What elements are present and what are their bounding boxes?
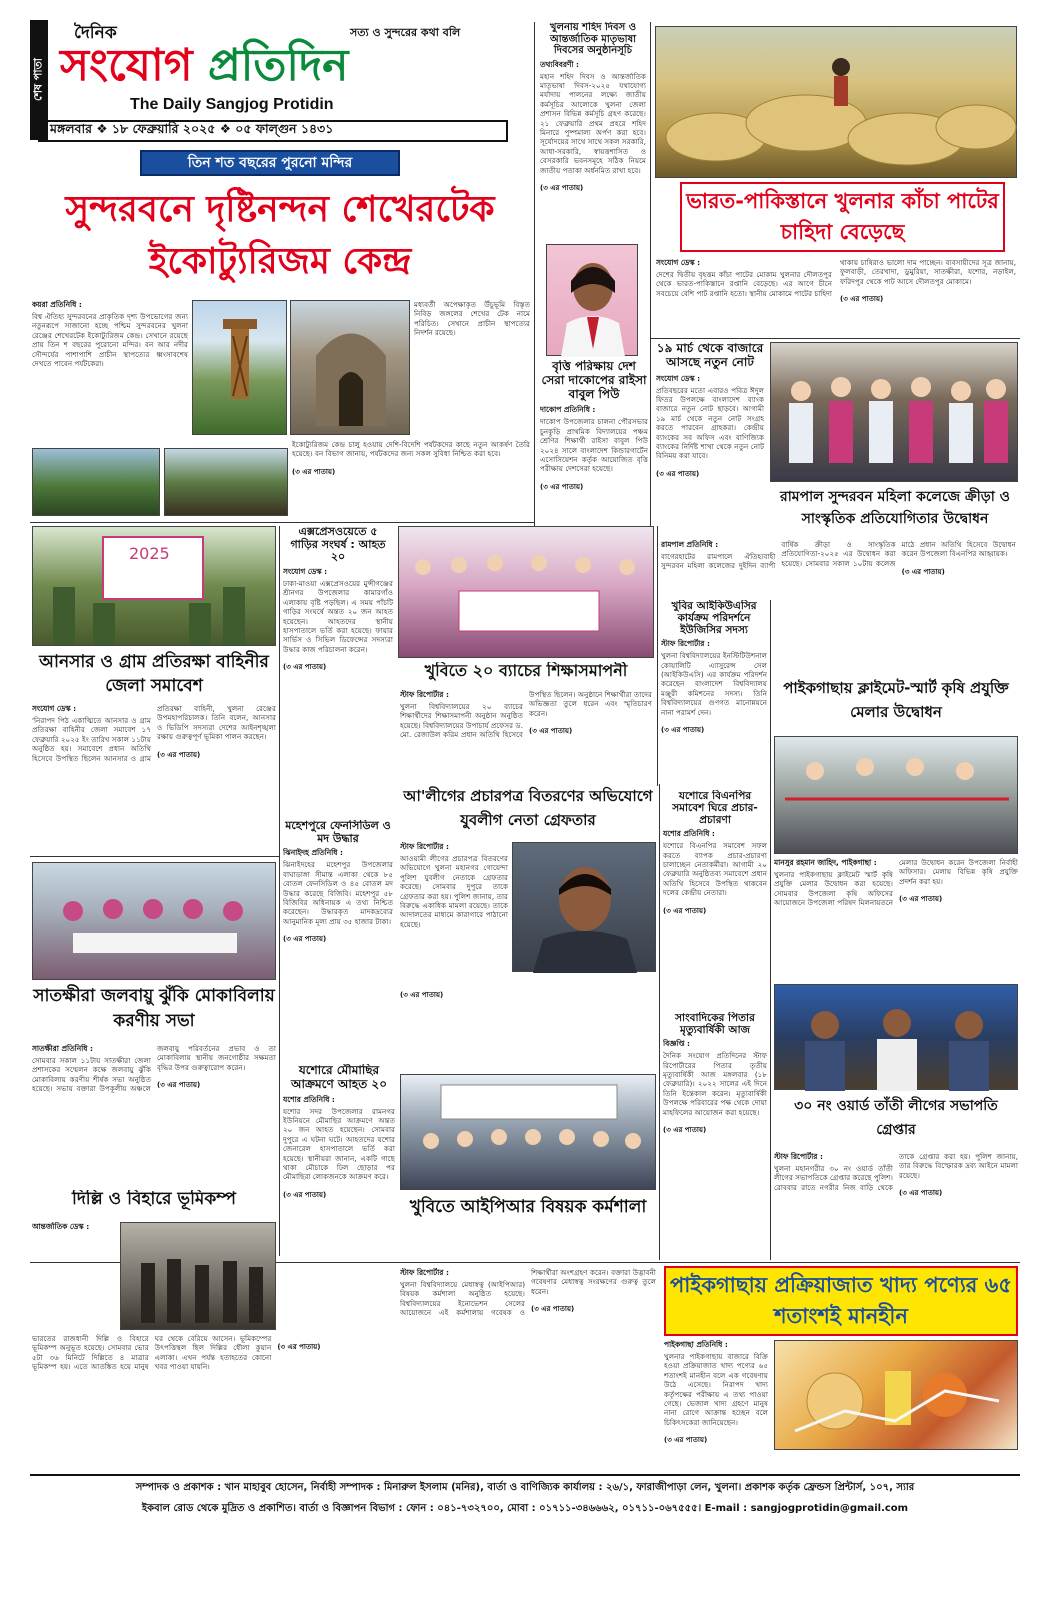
rampal-headline-box — [770, 486, 1020, 536]
father-continued: (৩ এর পাতায়) — [663, 1125, 707, 1134]
masthead-tagline: সত্য ও সুন্দরের কথা বলি — [350, 26, 461, 39]
rampal-article — [661, 540, 1016, 600]
temple-ruin-icon — [291, 301, 411, 436]
ansar-headline: আনসার ও গ্রাম প্রতিরক্ষা বাহিনীর জেলা সমাবেশ — [39, 652, 269, 696]
earthquake-body: ভারতের রাজধানী দিল্লি ও বিহারে ভূমিকম্প অনুভূত হয়েছে। সোমবার ভোর ৫টা ৩৬ মিনিটে দিল্লিতে ৪ মাত্রার ভূমিকম্প হয়। এতে আতঙ্কিত হয়ে মানুষ ঘর থেকে বেরিয়ে আসেন। ভূমিকম্পের উৎপত্তিস্থল ছিল দিল্লির ধৌলা কুয়ান এলাকা। এখন পর্যন্ত হতাহতের কোনো খবর পাওয়া যায়নি। — [32, 1334, 272, 1372]
father-article — [663, 1012, 767, 1262]
phensedyl-headline: মহেশপুরে ফেনসিডিল ও মদ উদ্ধার — [285, 820, 391, 845]
bees-byline: যশোর প্রতিনিধি : — [283, 1094, 335, 1104]
scholarship-headline: বৃত্তি পরিক্ষায় দেশ সেরা দাকোপের রাইসা বাবুল পিউ — [541, 360, 647, 401]
bnp-headline: যশোরে বিএনপির সমাবেশ ঘিরে প্রচার-প্রচারণা — [672, 790, 758, 827]
food-photo — [774, 1340, 1018, 1450]
ribbon-cutting-icon — [775, 737, 1019, 855]
name-part-1: সংযোগ — [60, 40, 193, 91]
ward30-byline: স্টাফ রিপোর্টার : — [774, 1152, 823, 1161]
workshop-group-icon — [401, 1075, 657, 1191]
crowd-street-icon — [121, 1223, 277, 1331]
lead-body-2: মধ্যবর্তী অপেক্ষাকৃত উঁচুভূমি বিস্তৃত নিবিড় জঙ্গলের শেখের টেক নামে পরিচিত। সেখানে প্রাচীন স্থাপত্যের নিদর্শন রয়েছে। — [414, 300, 530, 338]
food-continued: (৩ এর পাতায়) — [664, 1436, 708, 1445]
ward30-headline-box — [774, 1094, 1018, 1150]
martyrs-article — [540, 22, 646, 244]
lead-body-col3 — [292, 440, 530, 516]
earthquake-article — [32, 1334, 394, 1470]
watchtower-icon — [193, 301, 288, 436]
earthquake-headline-box — [32, 1190, 276, 1218]
student-photo — [546, 244, 638, 356]
martyrs-continued: (৩ এর পাতায়) — [540, 183, 584, 192]
ward30-headline: ৩০ নং ওয়ার্ড তাঁতী লীগের সভাপতি গ্রেপ্তার — [794, 1098, 998, 1138]
climate-article — [774, 858, 1018, 978]
bnp-article — [663, 790, 767, 1010]
ansar-ceremony-icon — [33, 527, 277, 647]
iqac-byline: স্টাফ রিপোর্টার : — [661, 639, 710, 649]
awami-article-bottom — [400, 982, 656, 1070]
food-article — [664, 1340, 768, 1470]
jute-headline: ভারত-পাকিস্তানে খুলনার কাঁচা পাটের চাহিদা বেড়েছে — [686, 189, 999, 244]
rampal-photo — [770, 342, 1018, 482]
satkhira-continued: (৩ এর পাতায়) — [157, 1081, 201, 1090]
climate-photo — [774, 736, 1018, 854]
climate-byline: মানসুর রহমান জাহিদ, পাইকগাছা : — [774, 858, 877, 867]
awami-continued: (৩ এর পাতায়) — [400, 991, 444, 999]
awami-headline: আ'লীগের প্রচারপত্র বিতরণের অভিযোগে যুবলীগ নেতা গ্রেফতার — [403, 787, 653, 829]
phensedyl-article — [283, 820, 393, 1060]
awami-accused-photo — [512, 842, 656, 972]
satkhira-byline: সাতক্ষীরা প্রতিনিধি : — [32, 1044, 93, 1053]
footer-line-2: ইকবাল রোড থেকে মুদ্রিত ও প্রকাশিত। বার্তা ও বিজ্ঞাপন বিভাগ : ফোন : ০৪১-৭৩২৭০০, মোবা : ০১৭১১-৩৪৬৬৬২, ০১৭১১-০৬৭৫৫৫। E-mail : sangjogprotidin@gmail.com — [141, 1503, 909, 1514]
ward30-continued: (৩ এর পাতায়) — [899, 1189, 943, 1198]
kubi20-headline: খুবিতে ২০ ব্যাচের শিক্ষাসমাপনী — [424, 662, 628, 680]
newspaper-name — [60, 38, 510, 94]
name-part-2: প্রতিদিন — [207, 40, 349, 91]
arrested-men-icon — [775, 985, 1019, 1091]
lead-body-1: বিশ্ব ঐতিহ্য সুন্দরবনের প্রাকৃতিক দৃশ্য উপভোগের জন্য নতুনরূপে সাজানো হচ্ছে পশ্চিম সুন্দরবনের খুলনা রেঞ্জের শেখেরটেক ইকোট্যুরিজম কেন্দ্র। সেখানে রয়েছে প্রায় তিন শ বছরের পুরোনো মন্দির। বন আর নদীর সৌন্দর্যের পাশাপাশি প্রাচীন স্থাপত্যের ধ্বংসাবশেষ দেখতে পাবেন পর্যটকেরা। — [32, 312, 188, 369]
side-tab: শেষ পাতা — [30, 20, 48, 140]
masthead — [30, 20, 510, 146]
ansar-byline: সংযোগ ডেস্ক : — [32, 704, 77, 713]
earthquake-byline: আন্তর্জাতিক ডেস্ক : — [32, 1222, 90, 1231]
bees-body: যশোর সদর উপজেলার রামনগর ইউনিয়নে মৌমাছির আক্রমণে অন্তত ২০ জন আহত হয়েছেন। সোমবার দুপুরে এ ঘটনা ঘটে। আহতদের যশোর জেনারেল হাসপাতালে ভর্তি করা হয়েছে। স্থানীয়রা জানান, একটি গাছে থাকা মৌচাকে ঢিল ছোড়ার পর মৌমাছিরা লোকজনকে আক্রমণ করে। — [283, 1106, 395, 1182]
earthquake-article-left — [32, 1222, 116, 1312]
phensedyl-continued: (৩ এর পাতায়) — [283, 935, 327, 944]
lead-photo-group-right — [164, 448, 288, 516]
notes-article — [656, 342, 764, 542]
ansar-article — [32, 704, 276, 852]
scholarship-byline: দাকোপ প্রতিনিধি : — [540, 405, 596, 415]
lead-continued: (৩ এর পাতায়) — [292, 467, 336, 476]
bnp-byline: যশোর প্রতিনিধি : — [663, 829, 715, 839]
satkhira-article — [32, 1044, 276, 1184]
father-body: দৈনিক সংযোগ প্রতিদিনের স্টাফ রিপোর্টারের পিতার তৃতীয় মৃত্যুবার্ষিকী আজ মঙ্গলবার (১৮ ফেব্রুয়ারি)। ২০২২ সালের এই দিনে তিনি ইন্তেকাল করেন। মৃত্যুবার্ষিকী উপলক্ষে পরিবারের পক্ষ থেকে দোয়া মাহফিলের আয়োজন করা হয়েছে। — [663, 1051, 767, 1117]
notes-body: প্রতিবছরের মতো এবারও পবিত্র ঈদুল ফিতর উপলক্ষে বাংলাদেশ ব্যাংক বাজারে নতুন নোট ছাড়বে। আগামী ১৯ মার্চ থেকে নতুন নোট সংগ্রহ করতে পারবেন গ্রাহকরা। কেন্দ্রীয় ব্যাংকের সব অফিস এবং বাণিজ্যিক ব্যাংকের নির্দিষ্ট শাখা থেকে নতুন নোট বিনিময় করা যাবে। — [656, 385, 764, 461]
rampal-body: বাগেরহাটের রামপালে ঐতিহ্যবাহী সুন্দরবন মহিলা কলেজের দুইদিন ব্যাপী বার্ষিক ক্রীড়া ও সাংস্কৃতিক প্রতিযোগিতা-২০২৫ এর উদ্বোধন করা হয়েছে। সোমবার সকাল ১০টায় কলেজ মাঠে প্রধান অতিথি হিসেবে উদ্বোধন করেন উপজেলা বিএনপির আহ্বায়ক। — [661, 540, 1016, 571]
express-continued: (৩ এর পাতায়) — [283, 663, 327, 672]
ansar-continued: (৩ এর পাতায়) — [157, 750, 201, 759]
ansar-headline-box — [32, 650, 276, 702]
scholarship-continued: (৩ এর পাতায়) — [540, 482, 584, 491]
express-byline: সংযোগ ডেস্ক : — [283, 566, 328, 576]
awami-article-top — [400, 842, 508, 982]
express-body: ঢাকা-মাওয়া এক্সপ্রেসওয়ের মুন্সীগঞ্জের শ্রীনগর উপজেলার কামারগাঁও এলাকায় বৃষ্টি পড়ছিল। এ সময় পাঁচটি গাড়ির সংঘর্ষে অন্তত ২০ জন আহত হয়েছেন। আহতদের স্থানীয় হাসপাতালে ভর্তি করা হয়েছে। ফায়ার সার্ভিস ও সিভিল ডিফেন্সের সদস্যরা উদ্ধার কাজ পরিচালনা করেন। — [283, 578, 393, 654]
father-headline: সাংবাদিকের পিতার মৃত্যুবার্ষিকী আজ — [675, 1012, 755, 1037]
lead-photo-temple — [290, 300, 410, 435]
kubi20-byline: স্টাফ রিপোর্টার : — [400, 690, 449, 699]
climate-headline-box — [774, 676, 1018, 732]
ipr-byline: স্টাফ রিপোর্টার : — [400, 1268, 449, 1277]
svg-text:2025: 2025 — [129, 544, 170, 563]
footer-line-1: সম্পাদক ও প্রকাশক : খান মাহাবুব হোসেন, নির্বাহী সম্পাদক : মিনারুল ইসলাম (মনির), বার্তা ও বাণিজ্যিক কার্যালয় : ২৬/১, ফারাজীপাড়া লেন, খুলনা। প্রকাশক কর্তৃক ফ্রেন্ডস প্রিন্টার্স, ১০৭, স্যার — [135, 1482, 915, 1493]
student-portrait-icon — [547, 245, 639, 357]
martyrs-headline: খুলনায় শহিদ দিবস ও আন্তর্জাতিক মাতৃভাষা দিবসের অনুষ্ঠানসূচি — [549, 22, 637, 56]
lead-body-col1 — [32, 300, 188, 445]
notes-continued: (৩ এর পাতায়) — [656, 469, 700, 478]
masthead-small-title: দৈনিক — [74, 23, 117, 43]
scholarship-body: দাকোপ উপজেলার চালনা পৌরসভার চুনকুড়ি প্রাথমিক বিদ্যালয়ের পঞ্চম শ্রেণির শিক্ষার্থী রাইসা বাবুল পিউ ২০২৪ সালে বাংলাদেশ কিন্ডারগার্টেন এসোসিয়েশন কর্তৃক আয়োজিত বৃত্তি পরীক্ষায় দেশসেরা হয়েছে। — [540, 417, 648, 474]
satkhira-headline-box — [32, 984, 276, 1040]
lead-headline-text: সুন্দরবনে দৃষ্টিনন্দন শেখেরটেক ইকোট্যুরিজম কেন্দ্র — [65, 189, 495, 282]
iqac-body: খুলনা বিশ্ববিদ্যালয়ের ইনস্টিটিউশনাল কোয়ালিটি এ্যাসুরেন্স সেল (আইকিউএসি) এর কার্যক্রম পরিদর্শন করেছেন বাংলাদেশ বিশ্ববিদ্যালয় মঞ্জুরী কমিশনের সদস্য। তিনি বিশ্ববিদ্যালয়ের গুণগত মানোন্নয়নে নানা পরামর্শ দেন। — [661, 651, 767, 717]
kubi20-continued: (৩ এর পাতায়) — [529, 727, 573, 736]
jute-photo — [655, 26, 1017, 178]
lead-kicker — [140, 150, 400, 176]
ipr-headline: খুবিতে আইপিআর বিষয়ক কর্মশালা — [409, 1197, 647, 1217]
iqac-continued: (৩ এর পাতায়) — [661, 726, 705, 735]
express-article — [283, 526, 393, 816]
martyrs-byline: তথ্যবিবরণী : — [540, 59, 579, 69]
ipr-headline-box — [400, 1194, 656, 1252]
rampal-headline: রামপাল সুন্দরবন মহিলা কলেজে ক্রীড়া ও সাংস্কৃতিক প্রতিযোগিতার উদ্বোধন — [780, 489, 1010, 527]
phensedyl-byline: ঝিনাইদহ প্রতিনিধি : — [283, 848, 343, 858]
ansar-photo — [32, 526, 276, 646]
rampal-continued: (৩ এর পাতায়) — [901, 567, 945, 576]
martyrs-body: মহান শহিদ দিবস ও আন্তর্জাতিক মাতৃভাষা দিবস-২০২৫ যথাযোগ্য মর্যাদায় পালনের লক্ষ্যে জাতীয় কর্মসূচির আলোকে খুলনা জেলা প্রশাসন বিভিন্ন কর্মসূচি গ্রহণ করেছে। ২১ ফেব্রুয়ারি প্রথম প্রহরে শহিদ মিনারে পুষ্পমাল্য অর্পণ করা হবে। সূর্যোদয়ের সাথে সাথে সকল সরকারি, আধা-সরকারি, স্বায়ত্তশাসিত ও বেসরকারি ভবনসমূহে সঠিক নিয়মে জাতীয় পতাকা অর্ধনমিত রাখা হবে। — [540, 71, 646, 175]
earthquake-photo — [120, 1222, 276, 1330]
ward30-article — [774, 1152, 1018, 1258]
food-headline-box — [664, 1266, 1018, 1336]
awami-body: আওয়ামী লীগের প্রচারপত্র বিতরণের অভিযোগে খুলনা মহানগর গোয়েন্দা পুলিশ যুবলীগ নেতাকে গ্রেফতার করেছে। সোমবার দুপুরে তাকে গ্রেফতার করা হয়। পুলিশ জানায়, তার বিরুদ্ধে একাধিক মামলা রয়েছে। তাকে আদালতের মাধ্যমে কারাগারে পাঠানো হয়েছে। — [400, 854, 508, 929]
phensedyl-body: ঝিনাইদহের মহেশপুর উপজেলার বাঘাডাঙ্গা সীমান্ত এলাকা থেকে ৮৫ বোতল ফেনসিডিল ও ৪৫ বোতল মদ উদ্ধার করেছে বিজিবি। মহেশপুর ৫৮ বিজিবির অধিনায়ক এ তথ্য নিশ্চিত করেছেন। উদ্ধারকৃত মাদকদ্রব্যের আনুমানিক মূল্য প্রায় ৩৫ হাজার টাকা। — [283, 860, 393, 926]
lead-photo-tower — [192, 300, 287, 435]
ward30-body: খুলনা মহানগরীর ৩০ নং ওয়ার্ড তাঁতী লীগের সভাপতিকে গ্রেপ্তার করেছে পুলিশ। রোববার রাতে নগরীর নিজ বাড়ি থেকে তাকে গ্রেপ্তার করা হয়। পুলিশ জানায়, তার বিরুদ্ধে বিস্ফোরক দ্রব্য আইনে মামলা রয়েছে। — [774, 1152, 1018, 1192]
ward30-photo — [774, 984, 1018, 1090]
kubi20-photo — [398, 526, 654, 658]
lead-kicker-text: তিন শত বছরের পুরনো মন্দির — [187, 155, 353, 171]
bnp-continued: (৩ এর পাতায়) — [663, 906, 707, 915]
food-byline: পাইকগাছা প্রতিনিধি : — [664, 1340, 728, 1349]
lead-byline: কয়রা প্রতিনিধি : — [32, 300, 82, 309]
food-headline: পাইকগাছায় প্রক্রিয়াজাত খাদ্য পণ্যের ৬৫ শতাংশই মানহীন — [670, 1273, 1012, 1328]
awami-headline-box — [398, 784, 658, 840]
bees-headline: যশোরে মৌমাছির আক্রমণে আহত ২০ — [290, 1064, 388, 1091]
earthquake-continued: (৩ এর পাতায়) — [277, 1343, 321, 1351]
lead-headline — [30, 184, 530, 294]
satkhira-headline: সাতক্ষীরা জলবায়ু ঝুঁকি মোকাবিলায় করণীয় সভা — [33, 986, 275, 1031]
meeting-participants-icon — [33, 863, 277, 981]
climate-continued: (৩ এর পাতায়) — [899, 895, 943, 904]
kubi20-body: খুলনা বিশ্ববিদ্যালয়ের ২০ ব্যাচের শিক্ষার্থীদের শিক্ষাসমাপনী অনুষ্ঠান অনুষ্ঠিত হয়েছে। বিশ্ববিদ্যালয়ের উপাচার্য প্রফেসর ড. মো. রেজাউল করিম প্রধান অতিথি হিসেবে উপস্থিত ছিলেন। অনুষ্ঠানে শিক্ষার্থীরা তাদের অভিজ্ঞতা তুলে ধরেন এবং স্মৃতিচারণ করেন। — [400, 690, 652, 740]
jute-continued: (৩ এর পাতায়) — [840, 295, 884, 304]
man-portrait-icon — [513, 843, 657, 973]
bees-continued: (৩ এর পাতায়) — [283, 1190, 327, 1199]
lead-body-3: ইকোট্যুরিজম কেন্দ্র চালু হওয়ায় দেশি-বিদেশি পর্যটকদের কাছে নতুন আকর্ষণ তৈরি হয়েছে। বন বিভাগ জানায়, পর্যটকদের জন্য সকল সুবিধা নিশ্চিত করা হবে। — [292, 440, 530, 459]
earthquake-headline: দিল্লি ও বিহারে ভূমিকম্প — [72, 1190, 236, 1209]
ipr-photo — [400, 1074, 656, 1190]
ansar-body: 'নিরাপদ পিঠ একাত্মিতে আনসার ও গ্রাম প্রতিরক্ষা বাহিনীর জেলা সমাবেশ ১৭ ফেব্রুয়ারি ২০২৫ ইং তারিখ সকাল ১১টায় অনুষ্ঠিত হয়। সমাবেশে প্রধান অতিথি হিসেবে উপস্থিত ছিলেন আনসার ও গ্রাম প্রতিরক্ষা বাহিনী, খুলনা রেঞ্জের উপমহাপরিচালক। তিনি বলেন, আনসার ও ভিডিপি সদস্যরা দেশের আইনশৃঙ্খলা রক্ষায় গুরুত্বপূর্ণ ভূমিকা পালন করছেন। — [32, 704, 276, 763]
scholarship-article — [540, 360, 648, 540]
bnp-body: যশোরে বিএনপির সমাবেশ সফল করতে ব্যাপক প্রচার-প্রচারণা চালাচ্ছেন নেতাকর্মীরা। আগামী ২০ ফেব্রুয়ারি অনুষ্ঠিতব্য সমাবেশে প্রধান অতিথি হিসেবে উপস্থিত থাকবেন দলের কেন্দ্রীয় নেতারা। — [663, 841, 767, 898]
father-byline: বিজ্ঞপ্তি : — [663, 1039, 691, 1049]
ipr-body: খুলনা বিশ্ববিদ্যালয়ে মেধাস্বত্ব (আইপিআর) বিষয়ক কর্মশালা অনুষ্ঠিত হয়েছে। বিশ্ববিদ্যালয়ের ইনোভেশন সেলের আয়োজনে এই কর্মশালায় গবেষক ও শিক্ষার্থীরা অংশগ্রহণ করেন। বক্তারা উদ্ভাবনী গবেষণার মেধাস্বত্ব সংরক্ষণের গুরুত্ব তুলে ধরেন। — [400, 1268, 656, 1318]
climate-body: খুলনার পাইকগাছায় ক্লাইমেট স্মার্ট কৃষি প্রযুক্তি মেলার উদ্বোধন করা হয়েছে। সোমবার উপজেলা কৃষি অফিসের আয়োজনে উপজেলা পরিষদ মিলনায়তনে মেলার উদ্বোধন করেন উপজেলা নির্বাহী অফিসার। মেলায় বিভিন্ন কৃষি প্রযুক্তি প্রদর্শন করা হয়। — [774, 858, 1018, 908]
lead-photo-group-left — [32, 448, 160, 516]
satkhira-body: সোমবার সকাল ১১টায় সাতক্ষীরা জেলা প্রশাসকের সম্মেলন কক্ষে জলবায়ু ঝুঁকি মোকাবিলায় করণীয় শীর্ষক সভা অনুষ্ঠিত হয়েছে। সভায় বক্তারা উপকূলীয় অঞ্চলে জলবায়ু পরিবর্তনের প্রভাব ও তা মোকাবিলায় স্থানীয় জনগোষ্ঠীর সক্ষমতা বৃদ্ধির উপর গুরুত্বারোপ করেন। — [32, 1044, 276, 1094]
jute-article — [656, 258, 1016, 338]
notes-byline: সংযোগ ডেস্ক : — [656, 373, 701, 383]
climate-headline: পাইকগাছায় ক্লাইমেট-স্মার্ট কৃষি প্রযুক্তি মেলার উদ্বোধন — [783, 679, 1009, 721]
notes-headline: ১৯ মার্চ থেকে বাজারে আসছে নতুন নোট — [656, 342, 764, 369]
english-name: The Daily Sangjog Protidin — [130, 96, 334, 113]
jute-headline-box — [680, 182, 1005, 252]
jute-body: দেশের দ্বিতীয় বৃহত্তম কাঁচা পাটের মোকাম খুলনার দৌলতপুর থেকে ভারত-পাকিস্তানে রপ্তানি বেড়েছে। এর আগে চীনে সবচেয়ে বেশি পাট রপ্তানি হতো। স্থানীয় মোকামে পাটের চাহিদা থাকায় চাষিরাও ভালো দাম পাচ্ছেন। ব্যবসায়ীদের সূত্র জানায়, ফুলবাড়ী, তেরখাদা, ডুমুরিয়া, সাতক্ষীরা, যশোর, নড়াইল, ফরিদপুর থেকে পাট আসে দৌলতপুর মোকামে। — [656, 258, 1016, 298]
iqac-article — [661, 600, 767, 786]
food-body: খুলনার পাইকগাছায় বাজারে বিক্রি হওয়া প্রক্রিয়াজাত খাদ্য পণ্যের ৬৫ শতাংশই মানহীন বলে এক গবেষণায় উঠে এসেছে। নিরাপদ খাদ্য কর্তৃপক্ষের পরীক্ষায় এ তথ্য পাওয়া গেছে। ভেজাল খাদ্য গ্রহণে মানুষ নানা রোগে আক্রান্ত হচ্ছেন বলে চিকিৎসকেরা জানিয়েছেন। — [664, 1352, 768, 1427]
awami-byline: স্টাফ রিপোর্টার : — [400, 842, 449, 851]
jute-bundles-icon — [656, 27, 1018, 179]
satkhira-photo — [32, 862, 276, 980]
food-items-icon — [775, 1341, 1019, 1451]
kubi20-headline-box — [398, 662, 654, 688]
guests-group-icon — [771, 343, 1019, 483]
graduates-banner-icon — [399, 527, 655, 659]
dateline-bar — [38, 120, 508, 142]
footer — [30, 1474, 1020, 1524]
bees-article — [283, 1064, 395, 1254]
jute-byline: সংযোগ ডেস্ক : — [656, 258, 701, 267]
kubi20-article — [400, 690, 652, 778]
dateline-text: মঙ্গলবার ❖ ১৮ ফেব্রুয়ারি ২০২৫ ❖ ০৫ ফাল্গুন ১৪৩১ — [50, 121, 334, 136]
ipr-article — [400, 1268, 656, 1468]
express-headline: এক্সপ্রেসওয়েতে ৫ গাড়ির সংঘর্ষ : আহত ২০ — [290, 526, 386, 564]
rampal-byline: রামপাল প্রতিনিধি : — [661, 540, 719, 549]
iqac-headline: খুবির আইকিউএসির কার্যক্রম পরিদর্শনে ইউজিসির সদস্য — [671, 600, 757, 637]
ipr-continued: (৩ এর পাতায়) — [531, 1305, 575, 1314]
